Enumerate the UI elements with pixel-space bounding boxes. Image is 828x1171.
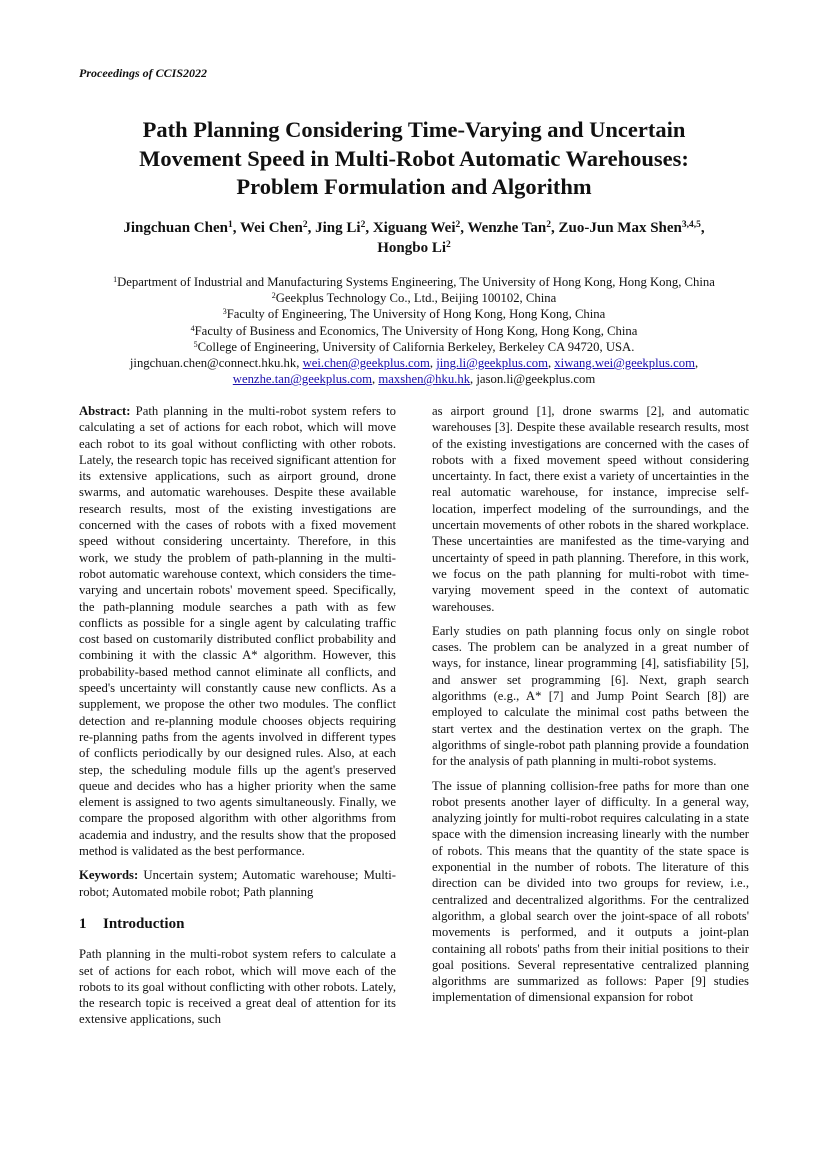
affiliation-text: Geekplus Technology Co., Ltd., Beijing 100102, China	[275, 291, 557, 306]
affiliation-sup: 2	[271, 291, 276, 301]
author-line-2	[70, 238, 758, 258]
author-name: Jing Li	[315, 220, 361, 236]
affiliations	[60, 274, 768, 387]
affiliation-line	[60, 323, 768, 339]
separator: ,	[372, 372, 379, 387]
intro-paragraph-1a: Path planning in the multi-robot system refers to calculate a set of actions for each robot, which will move each of the robots to its goal without conflicting with other robots. Lately, the research topic is received a great deal of attention for its extensive applications, such	[79, 947, 396, 1027]
author-line-1: Jingchuan Chen$^1$, Wei Chen$^2$, Jing Li$^2$, Xiguang Wei$^2$, Wenzhe Tan$^2$, Zuo-Jun Max Shen$^{3,4,5}$,	[123, 220, 705, 236]
author-sup: 2	[360, 220, 366, 230]
section-number: 1	[79, 915, 87, 932]
author-name: Wei Chen	[239, 220, 303, 236]
abstract-label: Abstract:	[79, 404, 131, 418]
author-name: Wenzhe Tan	[467, 220, 547, 236]
separator: ,	[547, 356, 555, 371]
email-line-1: jingchuan.chen@connect.hku.hk, wei.chen@geekplus.com, jing.li@geekplus.com, xiwang.wei@geekplus.com,	[129, 356, 699, 371]
affiliation-text: Department of Industrial and Manufacturing Systems Engineering, The University of Hong Kong, Hong Kong, China	[117, 275, 715, 289]
proceedings-header: Proceedings of CCIS2022	[79, 66, 208, 80]
title-line-3: Problem Formulation and Algorithm	[236, 174, 592, 199]
author-name: Xiguang Wei	[372, 220, 456, 236]
separator: ,	[296, 356, 303, 371]
abstract-text: Path planning in the multi-robot system refers to calculating a set of actions for each robot, which will move each robot to its goal without conflicting with other robots. Lately, the research topic has received significant attention for its extensive applications, such as airport ground, drone swarms, and automatic warehouses. Despite these available research results, most of the existing investigations are concerned with the cases of robots with a fixed movement speed without considering uncertainty. Therefore, in this work, we study the problem of path-planning in the multi-robot automatic warehouse context, which considers the time-varying and uncertain robots' movement speed. Specifically, the path-planning module searches a path with as few conflicts as possible for a single agent by calculating traffic cost based on customarily distributed conflict probability and combining it with the classic A* algorithm. However, this probability-based method cannot eliminate all conflicts, and speed's uncertainty will constantly cause new conflicts. As a supplement, we propose the other two modules. The conflict detection and re-planning module chooses objects requiring re-planning paths from the agents involved in different types of conflicts periodically by our designed rules. Also, at each step, the scheduling module fills up the agent's preserved queue and decides who has a higher priority when the same element is assigned to two agents simultaneously. Finally, we compare the proposed algorithm with other algorithms from academia and industry, and the results show that the proposed method is validated as the best performance.	[79, 404, 397, 859]
affiliation-sup: 5	[193, 339, 198, 349]
affiliation-line	[60, 306, 768, 322]
affiliation-sup: 1	[113, 275, 118, 284]
author-name: Jingchuan Chen	[123, 220, 228, 236]
left-column	[79, 403, 396, 1036]
title-line-2: Movement Speed in Multi-Robot Automatic Warehouses:	[139, 145, 689, 171]
keywords-label: Keywords:	[79, 868, 139, 883]
author-sup: 1	[227, 220, 233, 230]
affiliation-text: College of Engineering, University of California Berkeley, Berkeley CA 94720, USA.	[197, 339, 635, 354]
affiliation-sup: 4	[190, 323, 195, 333]
affiliation-sup: 3	[222, 307, 227, 317]
paper-title	[60, 116, 768, 202]
right-column	[432, 403, 749, 1014]
email-line-2	[60, 371, 768, 387]
keywords-text: Uncertain system; Automatic warehouse; Multi-robot; Automated mobile robot; Path planning	[79, 868, 397, 899]
author-name: Zuo-Jun Max Shen	[558, 220, 682, 236]
email-link[interactable]: maxshen@hku.hk	[378, 372, 471, 387]
affiliation-line	[60, 339, 768, 355]
email-link[interactable]: wei.chen@geekplus.com	[302, 356, 430, 371]
keywords	[79, 867, 396, 900]
affiliation-line	[60, 290, 768, 306]
separator: ,	[429, 356, 437, 371]
affiliation-text: Faculty of Engineering, The University of Hong Kong, Hong Kong, China	[226, 307, 606, 322]
intro-paragraph-2: Early studies on path planning focus only on single robot cases. The problem can be analyzed in a great number of ways, for instance, linear programming [4], satisfiability [5], and answer set programming [6]. Next, graph search algorithms (e.g., A* [7] and Jump Point Search [8]) are employed to calculate the minimal cost paths between the start vertex and the destination vertex on the graph. The algorithms of single-robot path planning provide a foundation for the analysis of path planning in multi-robot systems.	[432, 623, 749, 769]
email-link[interactable]: wenzhe.tan@geekplus.com	[232, 372, 373, 387]
email-text: jason.li@geekplus.com	[476, 372, 596, 387]
author-sup: 2	[546, 220, 552, 230]
author-list	[70, 218, 758, 258]
title-line-1: Path Planning Considering Time-Varying and Uncertain	[142, 117, 686, 142]
email-link[interactable]: xiwang.wei@geekplus.com	[554, 356, 695, 371]
intro-paragraph-3: The issue of planning collision-free paths for more than one robot presents another layer of difficulty. In a general way, analyzing jointly for multi-robot requires calculating in a state space with the dimension increasing linearly with the number of robots. This means that the quantity of the state space is exponential in the number of robots. The literature of this direction can be divided into two groups for review, i.e., centralized and decentralized algorithms. For the centralized algorithm, a global search over the joint-space of all robots' movements is performed, and it outputs a joint-plan containing all robots' paths from their initial positions to their goal positions. Several representative centralized planning algorithms are summarized as follows: Paper [9] studies implementation of dimensional expansion for robot	[432, 778, 749, 1005]
author-sup: 3,4,5	[681, 220, 701, 230]
email-link[interactable]: jing.li@geekplus.com	[436, 356, 548, 371]
affiliation-line	[60, 274, 768, 290]
separator: ,	[470, 372, 477, 387]
author-sup: 2	[302, 220, 308, 230]
section-heading	[79, 916, 396, 932]
intro-paragraph-1b: as airport ground [1], drone swarms [2], and automatic warehouses [3]. Despite these available research results, most of the existing investigations are concerned with the cases of robots with a fixed movement speed without considering uncertainty. In fact, there exist a variety of uncertainties in the real automatic warehouse, for instance, imprecise self-location, imperfect modeling of the surroundings, and the uncertain movements of other robots in the shared workplace. These uncertainties are manifested as the time-varying and uncertainty of speed in path planning. Therefore, in this work, we focus on the path planning for multi-robot with time-varying movement speed in the context of automatic warehouses.	[432, 404, 749, 614]
section-title: Introduction	[103, 915, 185, 932]
abstract	[79, 403, 396, 859]
email-text: jingchuan.chen@connect.hku.hk	[129, 356, 297, 371]
author-sup: 2	[455, 220, 461, 230]
author-sup: 2	[446, 240, 451, 250]
affiliation-text: Faculty of Business and Economics, The University of Hong Kong, Hong Kong, China	[194, 323, 638, 338]
author-name: Hongbo Li	[377, 240, 447, 256]
